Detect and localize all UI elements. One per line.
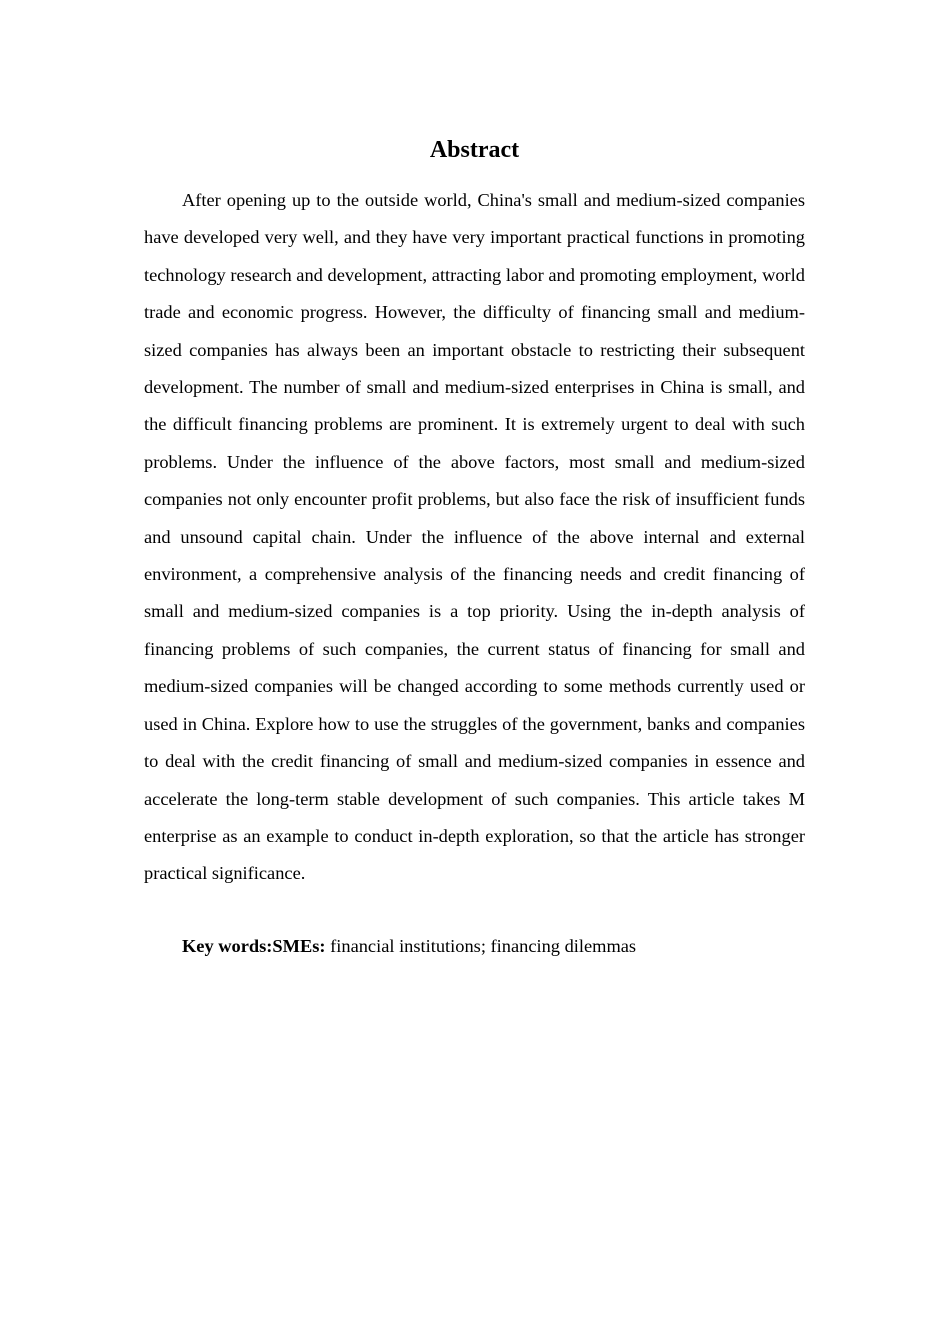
page-title: Abstract [429, 137, 520, 163]
keywords-list: financial institutions; financing dilemmas [325, 936, 637, 956]
abstract-paragraph: After opening up to the outside world, China's small and medium-sized companies have developed very well, and they have very important practical functions in promoting technology research and development, attracting labor and promoting employment, world trade and economic progress. However, the difficulty of financing small and medium-sized companies has always been an important obstacle to restricting their subsequent development. The number of small and medium-sized enterprises in China is small, and the difficult financing problems are prominent. It is extremely urgent to deal with such problems. Under the influence of the above factors, most small and medium-sized companies not only encounter profit problems, but also face the risk of insufficient funds and unsound capital chain. Under the influence of the above internal and external environment, a comprehensive analysis of the financing needs and credit financing of small and medium-sized companies is a top priority. Using the in-depth analysis of financing problems of such companies, the current status of financing for small and medium-sized companies will be changed according to some methods currently used or used in China. Explore how to use the struggles of the government, banks and companies to deal with the credit financing of small and medium-sized companies in essence and accelerate the long-term stable development of such companies. This article takes M enterprise as an example to conduct in-depth exploration, so that the article has stronger practical significance. [144, 190, 805, 884]
keywords-label: Key words:SMEs: [182, 936, 326, 956]
keywords-line [144, 928, 805, 965]
